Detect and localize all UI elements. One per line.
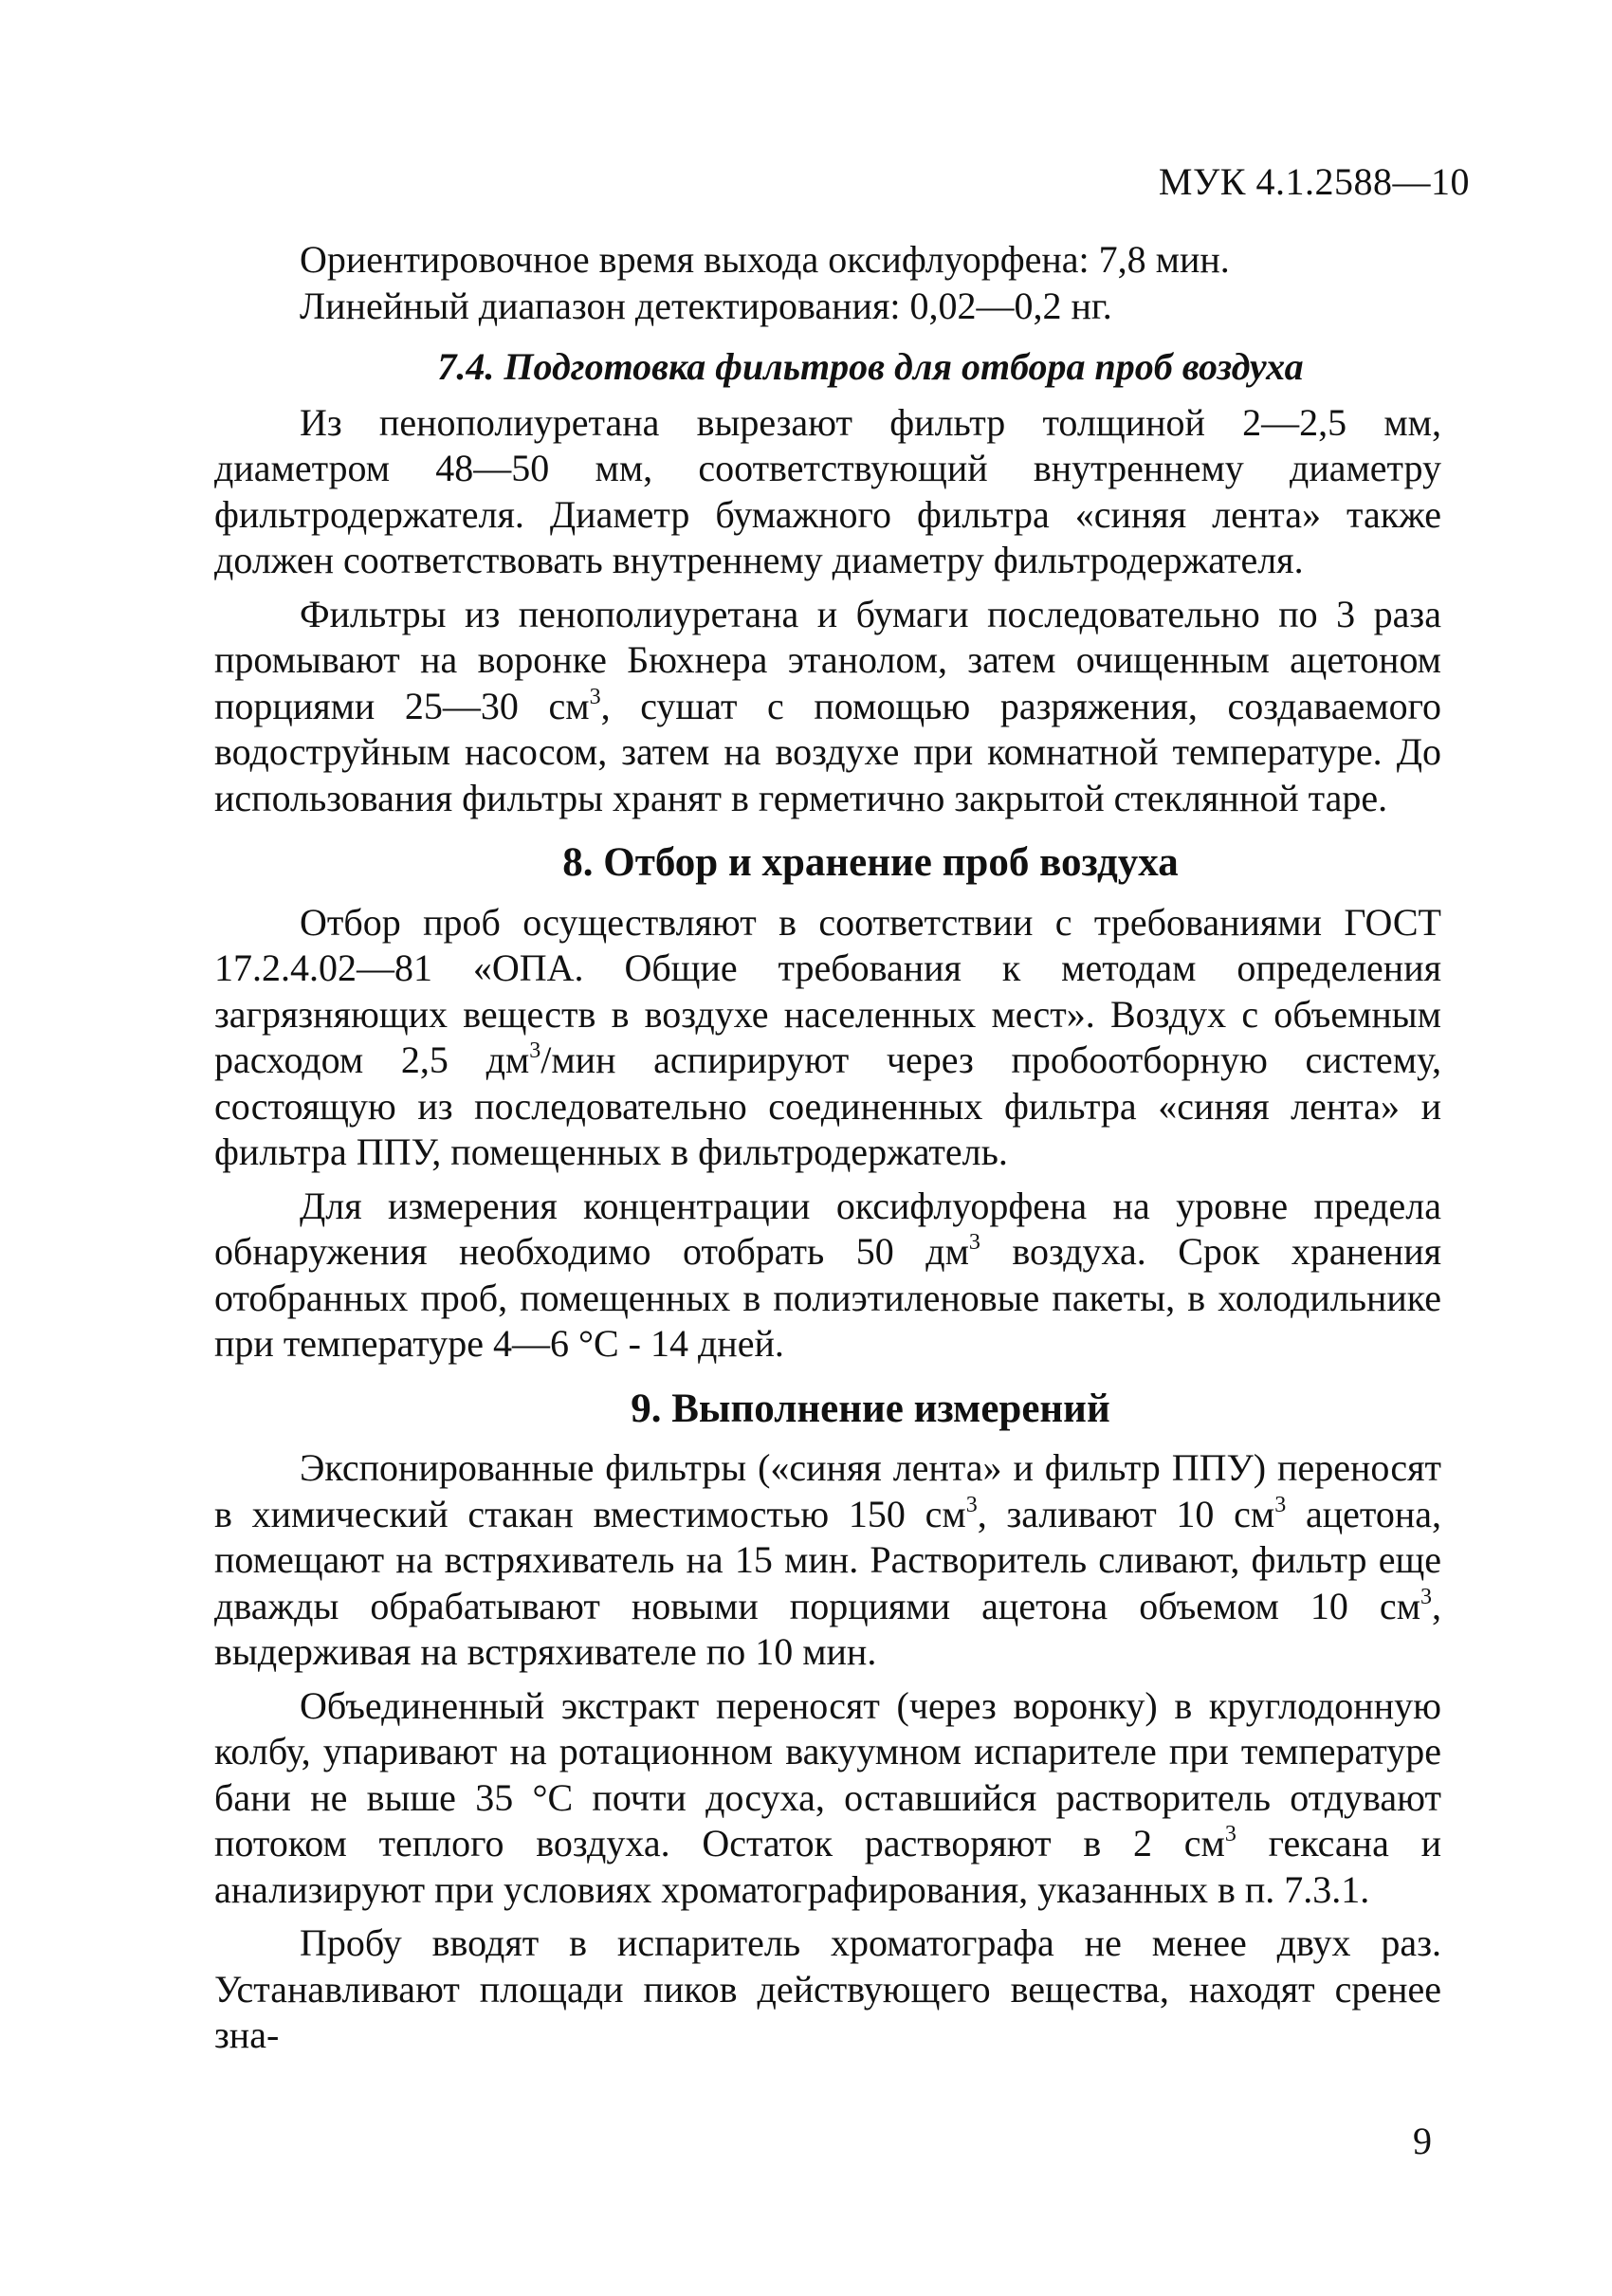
paragraph: Фильтры из пенополиуретана и бумаги последовательно по 3 раза промывают на воронке Бюхнера этанолом, затем очищенным ацетоном порциями 25—30 $см^3$, сушат с помощью разряжения, создаваемого водоструйным насосом, затем на воздухе при комнатной температуре. До использования фильтры хранят в герметично закрытой стеклянной таре. — [214, 592, 1442, 819]
paragraph: Объединенный экстракт переносят (через воронку) в круглодонную колбу, упаривают на ротационном вакуумном испарителе при температуре бани не выше 35 °С почти досуха, оставшийся растворитель отдувают потоком теплого воздуха. Остаток растворяют в 2 $см^3$ гексана и анализируют при условиях хроматографирования, указанных в п. 7.3.1. — [214, 1683, 1441, 1911]
paragraph: Экспонированные фильтры («синяя лента» и фильтр ППУ) переносят в химический стакан вместимостью 150 $см^3$, заливают 10 $см^3$ ацетона, помещают на встряхиватель на 15 мин. Растворитель сливают, фильтр еще дважды обрабатывают новыми порциями ацетона объемом 10 $см^3$, выдерживая на встряхивателе по 10 мин. — [214, 1446, 1442, 1673]
retention-time-line: Ориентировочное время выхода оксифлуорфена: 7,8 мин. — [300, 238, 1230, 281]
section-8-title: 8. Отбор и хранение проб воздуха — [562, 840, 1179, 885]
document-code: МУК 4.1.2588—10 — [1158, 160, 1470, 203]
page-content — [214, 237, 1441, 2066]
linear-range-line: Линейный диапазон детектирования: 0,02—0,2 нг. — [300, 284, 1112, 327]
page-number: 9 — [1413, 2120, 1432, 2162]
section-7-4-title: 7.4. Подготовка фильтров для отбора проб воздуха — [437, 345, 1304, 388]
paragraph: Из пенополиуретана вырезают фильтр толщиной 2—2,5 мм, диаметром 48—50 мм, соответствующий внутреннему диаметру фильтродержателя. Диаметр бумажного фильтра «синяя лента» также должен соответствовать внутреннему диаметру фильтродержателя. — [214, 400, 1441, 581]
section-9-title: 9. Выполнение измерений — [631, 1386, 1110, 1431]
paragraph: Для измерения концентрации оксифлуорфена на уровне предела обнаружения необходимо отобрать 50 $дм^3$ воздуха. Срок хранения отобранных проб, помещенных в полиэтиленовые пакеты, в холодильнике при температуре 4—6 °С - 14 дней. — [214, 1184, 1441, 1365]
paragraph: Отбор проб осуществляют в соответствии с требованиями ГОСТ 17.2.4.02—81 «ОПА. Общие требования к методам определения загрязняющих веществ в воздухе населенных мест». Воздух с объемным расходом 2,5 $дм^3$/мин аспирируют через пробоотборную систему, состоящую из последовательно соединенных фильтра «синяя лента» и фильтра ППУ, помещенных в фильтродержатель. — [214, 900, 1441, 1173]
paragraph: Пробу вводят в испаритель хроматографа не менее двух раз. Устанавливают площади пиков действующего вещества, находят сренее зна- — [214, 1921, 1441, 2056]
